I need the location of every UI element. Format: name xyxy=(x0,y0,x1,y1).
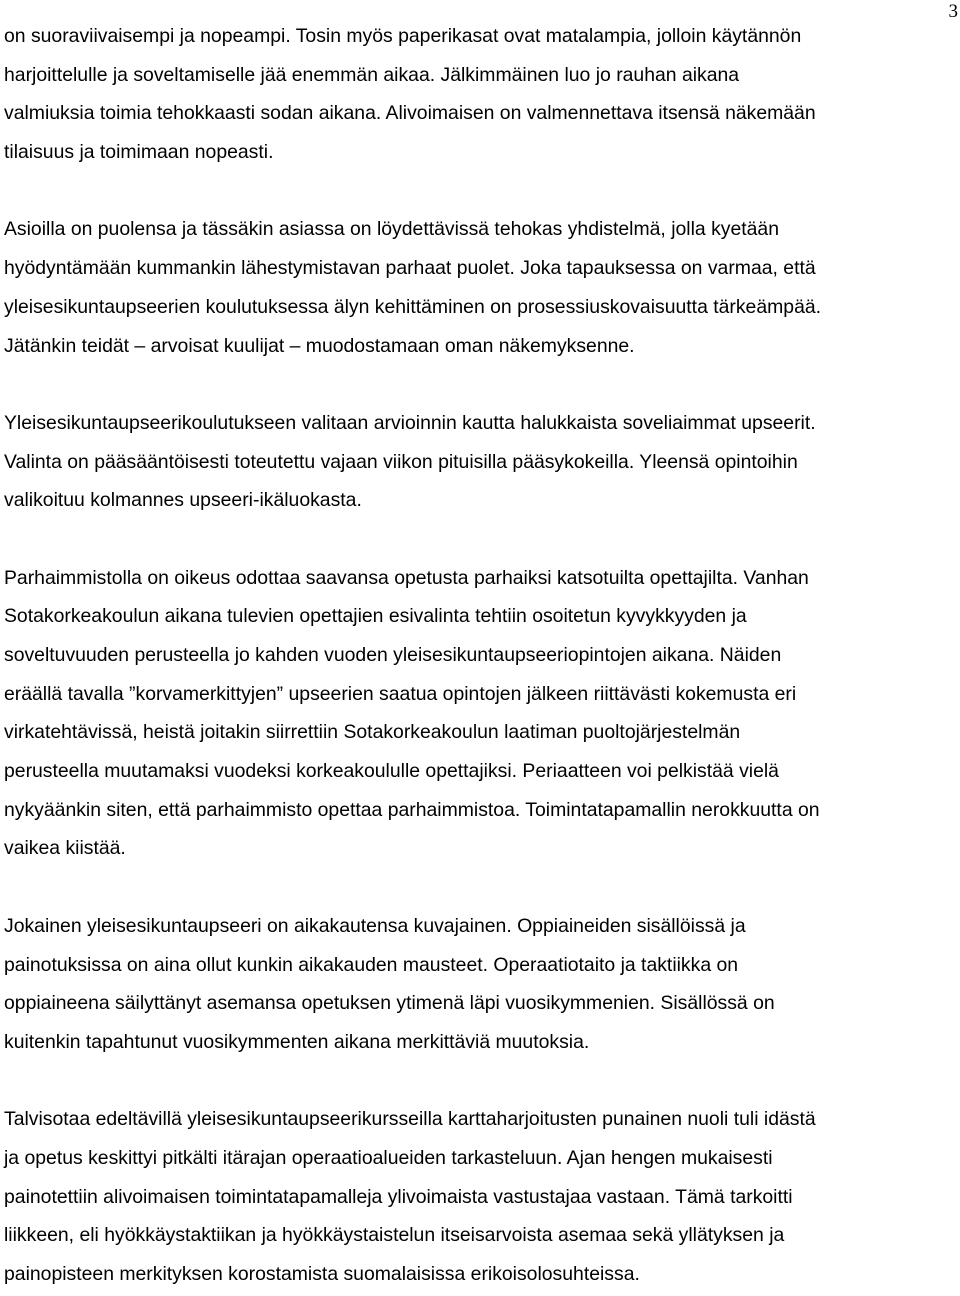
text-line: virkatehtävissä, heistä joitakin siirrettiin Sotakorkeakoulun laatiman puoltojärjestelmän xyxy=(4,721,741,744)
text-line: soveltuvuuden perusteella jo kahden vuoden yleisesikuntaupseeriopintojen aikana. Näiden xyxy=(4,644,782,666)
text-line: kuitenkin tapahtunut vuosikymmenten aikana merkittäviä muutoksia. xyxy=(4,1030,590,1053)
page-number: 3 xyxy=(948,1,958,22)
text-line: liikkeen, eli hyökkäystaktiikan ja hyökkäystaistelun itseisarvoista asemaa sekä yllätyksen ja xyxy=(4,1224,785,1247)
text-line: Parhaimmistolla on oikeus odottaa saavansa opetusta parhaiksi katsotuilta opettajilta. Vanhan xyxy=(4,566,809,589)
text-line: eräällä tavalla ”korvamerkittyjen” upseerien saatua opintojen jälkeen riittävästi kokemusta eri xyxy=(4,682,797,705)
text-line: on suoraviivaisempi ja nopeampi. Tosin myös paperikasat ovat matalampia, jolloin käytännön xyxy=(4,25,802,47)
text-line: Jätänkin teidät – arvoisat kuulijat – muodostamaan oman näkemyksenne. xyxy=(4,334,635,357)
paragraph-spacer xyxy=(4,1062,956,1101)
paragraph-spacer xyxy=(4,172,956,211)
text-line: Asioilla on puolensa ja tässäkin asiassa on löydettävissä tehokas yhdistelmä, jolla kyetään xyxy=(4,218,779,241)
text-line: nykyäänkin siten, että parhaimmisto opettaa parhaimmistoa. Toimintatapamallin nerokkuutta on xyxy=(4,798,820,821)
text-line: painotuksissa on aina ollut kunkin aikakauden mausteet. Operaatiotaito ja taktiikka on xyxy=(4,953,739,976)
paragraph-2 xyxy=(4,210,956,365)
text-line: Talvisotaa edeltävillä yleisesikuntaupseerikursseilla karttaharjoitusten punainen nuoli tuli idästä xyxy=(4,1108,816,1131)
paragraph-3 xyxy=(4,404,956,520)
paragraph-1 xyxy=(4,17,956,172)
text-line: yleisesikuntaupseerien koulutuksessa älyn kehittäminen on prosessiuskovaisuutta tärkeämpää. xyxy=(4,295,822,318)
text-line: Yleisesikuntaupseerikoulutukseen valitaan arvioinnin kautta halukkaista soveliaimmat upseerit. xyxy=(4,411,816,434)
text-line: hyödyntämään kummankin lähestymistavan parhaat puolet. Joka tapauksessa on varmaa, että xyxy=(4,257,816,280)
text-line: valikoituu kolmannes upseeri-ikäluokasta. xyxy=(4,489,362,512)
text-line: oppiaineena säilyttänyt asemansa opetuksen ytimenä läpi vuosikymmenien. Sisällössä on xyxy=(4,992,775,1015)
text-line: painopisteen merkityksen korostamista suomalaisissa erikoisolosuhteissa. xyxy=(4,1263,640,1285)
text-line: ja opetus keskittyi pitkälti itärajan operaatioalueiden tarkasteluun. Ajan hengen mukaisesti xyxy=(4,1146,773,1169)
text-line: harjoittelulle ja soveltamiselle jää enemmän aikaa. Jälkimmäinen luo jo rauhan aikana xyxy=(4,63,740,86)
text-line: valmiuksia toimia tehokkaasti sodan aikana. Alivoimaisen on valmennettava itsensä näkemään xyxy=(4,102,816,125)
text-line: Sotakorkeakoulun aikana tulevien opettajien esivalinta tehtiin osoitetun kyvykkyyden ja xyxy=(4,605,747,628)
paragraph-6 xyxy=(4,1100,956,1293)
text-line: tilaisuus ja toimimaan nopeasti. xyxy=(4,141,274,164)
text-line: vaikea kiistää. xyxy=(4,837,126,860)
paragraph-5 xyxy=(4,907,956,1062)
text-line: painotettiin alivoimaisen toimintatapamalleja ylivoimaista vastustajaa vastaan. Tämä tarkoitti xyxy=(4,1185,793,1208)
text-line: perusteella muutamaksi vuodeksi korkeakoululle opettajiksi. Periaatteen voi pelkistää vielä xyxy=(4,760,779,783)
text-line: Jokainen yleisesikuntaupseeri on aikakautensa kuvajainen. Oppiaineiden sisällöissä ja xyxy=(4,914,746,937)
paragraph-4 xyxy=(4,559,956,869)
text-line: Valinta on pääsääntöisesti toteutettu vajaan viikon pituisilla pääsykokeilla. Yleensä opintoihin xyxy=(4,450,798,473)
paragraph-spacer xyxy=(4,520,956,559)
paragraph-spacer xyxy=(4,365,956,404)
document-body xyxy=(4,17,956,1294)
paragraph-spacer xyxy=(4,868,956,907)
